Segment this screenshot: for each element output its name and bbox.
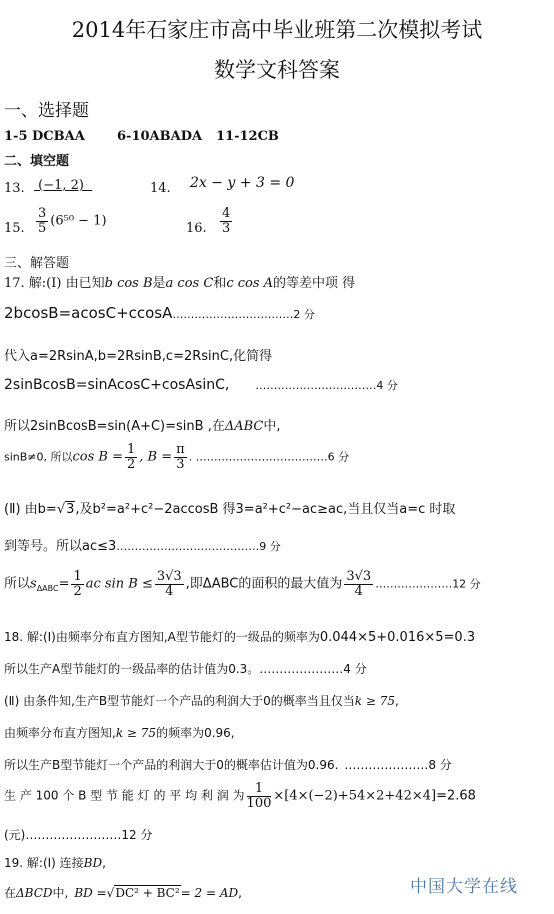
section-fill-heading: 二、填空题 bbox=[4, 154, 70, 169]
q17-frac-area: $\frac{1}{2}$ bbox=[73, 569, 82, 599]
q17-line-3: 代入a=2RsinA,b=2RsinB,c=2RsinC,化简得 bbox=[4, 349, 273, 364]
q18-line-6: 生 产 100 个 B 型 节 能 灯 的 平 均 利 润 为 $\frac{1}{100}$ ×[4×(−2)+54×2+42×4]=2.68 bbox=[4, 781, 476, 811]
q19-line-2: 在ΔBCD中, BD =√DC² + BC²= 2 = AD, bbox=[4, 886, 242, 900]
q13-answer-text: (−1, 2) bbox=[38, 178, 84, 193]
q19-line-1: 19. 解:(Ⅰ) 连接BD, bbox=[4, 856, 106, 870]
q17-points-2: ……………………………2 分 bbox=[172, 308, 315, 321]
q18-line-1: 18. 解:(Ⅰ)由频率分布直方图知,A型节能灯的一级品的频率为0.044×5+0.016×5=0.3 bbox=[4, 630, 476, 645]
q17-line-5: 所以2sinBcosB=sin(A+C)=sinB ,在ΔABC中, bbox=[4, 419, 281, 434]
q18-points-4: …………………4 分 bbox=[259, 662, 367, 676]
q16-label: 16. bbox=[186, 221, 207, 236]
choice-answers-11-12: 11-12CB bbox=[216, 129, 279, 144]
q17-line-8: 到等号。所以ac≤3…………………………………9 分 bbox=[4, 539, 281, 554]
q17-frac-bound: $\frac{3√3}{4}$ bbox=[156, 569, 182, 599]
q16-answer bbox=[218, 207, 234, 235]
document-title: 2014年石家庄市高中毕业班第二次模拟考试 bbox=[71, 18, 483, 42]
q18-frac-avg: $\frac{1}{100}$ bbox=[246, 781, 272, 811]
choice-answers-1-5: 1-5 DCBAA bbox=[4, 129, 85, 144]
q17-points-4: ……………………………4 分 bbox=[255, 379, 398, 392]
q14-label: 14. bbox=[150, 181, 171, 196]
q18-line-4: 由频率分布直方图知,k ≥ 75的频率为0.96, bbox=[4, 726, 235, 740]
document-subtitle: 数学文科答案 bbox=[214, 58, 340, 82]
q17-line-4: 2sinBcosB=sinAcosC+cosAsinC, ……………………………4 分 bbox=[4, 377, 398, 393]
q18-points-12: ……………………12 分 bbox=[25, 828, 153, 842]
q17-line-9: 所以$s_{\Delta ABC}=$ $\frac{1}{2}$ ac sin B ≤ $\frac{3√3}{4}$ ,即ΔABC的面积的最大值为 $\frac{3√3}{4}$ …………………12 分 bbox=[4, 569, 481, 599]
q15-label: 15. bbox=[4, 221, 25, 236]
q15-answer bbox=[34, 207, 107, 235]
q18-points-8: …………………8 分 bbox=[344, 758, 452, 772]
q17-frac-half: $\frac{1}{2}$ bbox=[127, 442, 136, 472]
q17-line-6: sinB≠0, 所以cos B = $\frac{1}{2}$ , B = $\frac{\pi}{3}$ . ………………………………6 分 bbox=[4, 442, 350, 472]
q18-line-7: (元)……………………12 分 bbox=[4, 828, 153, 842]
q17-points-9: …………………………………9 分 bbox=[116, 540, 281, 553]
watermark-text: 中国大学在线 bbox=[410, 877, 518, 897]
q13-label: 13. bbox=[4, 181, 25, 196]
q15-fraction: $\frac{3}{5}$ bbox=[38, 206, 47, 236]
q17-frac-max: $\frac{3√3}{4}$ bbox=[346, 569, 372, 599]
choice-answers-6-10: 6-10ABADA bbox=[117, 129, 203, 144]
q15-rest: (6⁵⁰ − 1) bbox=[50, 213, 107, 229]
q13-answer bbox=[34, 178, 92, 193]
q18-line-2: 所以生产A型节能灯的一级品率的估计值为0.3。…………………4 分 bbox=[4, 662, 367, 676]
q16-fraction: $\frac{4}{3}$ bbox=[222, 206, 231, 236]
q17-frac-pi: $\frac{\pi}{3}$ bbox=[176, 442, 185, 472]
q18-line-3: (Ⅱ) 由条件知,生产B型节能灯一个产品的利润大于0的概率当且仅当k ≥ 75, bbox=[4, 694, 399, 708]
section-answer-heading: 三、解答题 bbox=[4, 256, 70, 271]
q17-line-7: (Ⅱ) 由b=√3,及b²=a²+c²−2accosB 得3=a²+c²−ac≥ac,当且仅当a=c 时取 bbox=[4, 502, 456, 517]
q17-line-2: 2bcosB=acosC+ccosA……………………………2 分 bbox=[4, 304, 315, 322]
q17-line-1: 17. 解:(Ⅰ) 由已知b cos B是a cos C和c cos A的等差中项 得 bbox=[4, 276, 356, 291]
section-choice-heading: 一、选择题 bbox=[4, 101, 89, 121]
q18-line-5: 所以生产B型节能灯一个产品的利润大于0的概率估计值为0.96. …………………8 分 bbox=[4, 758, 452, 772]
q17-points-6: . ………………………………6 分 bbox=[188, 450, 350, 464]
q14-answer: 2x − y + 3 = 0 bbox=[190, 175, 295, 191]
q17-points-12: …………………12 分 bbox=[375, 577, 481, 591]
